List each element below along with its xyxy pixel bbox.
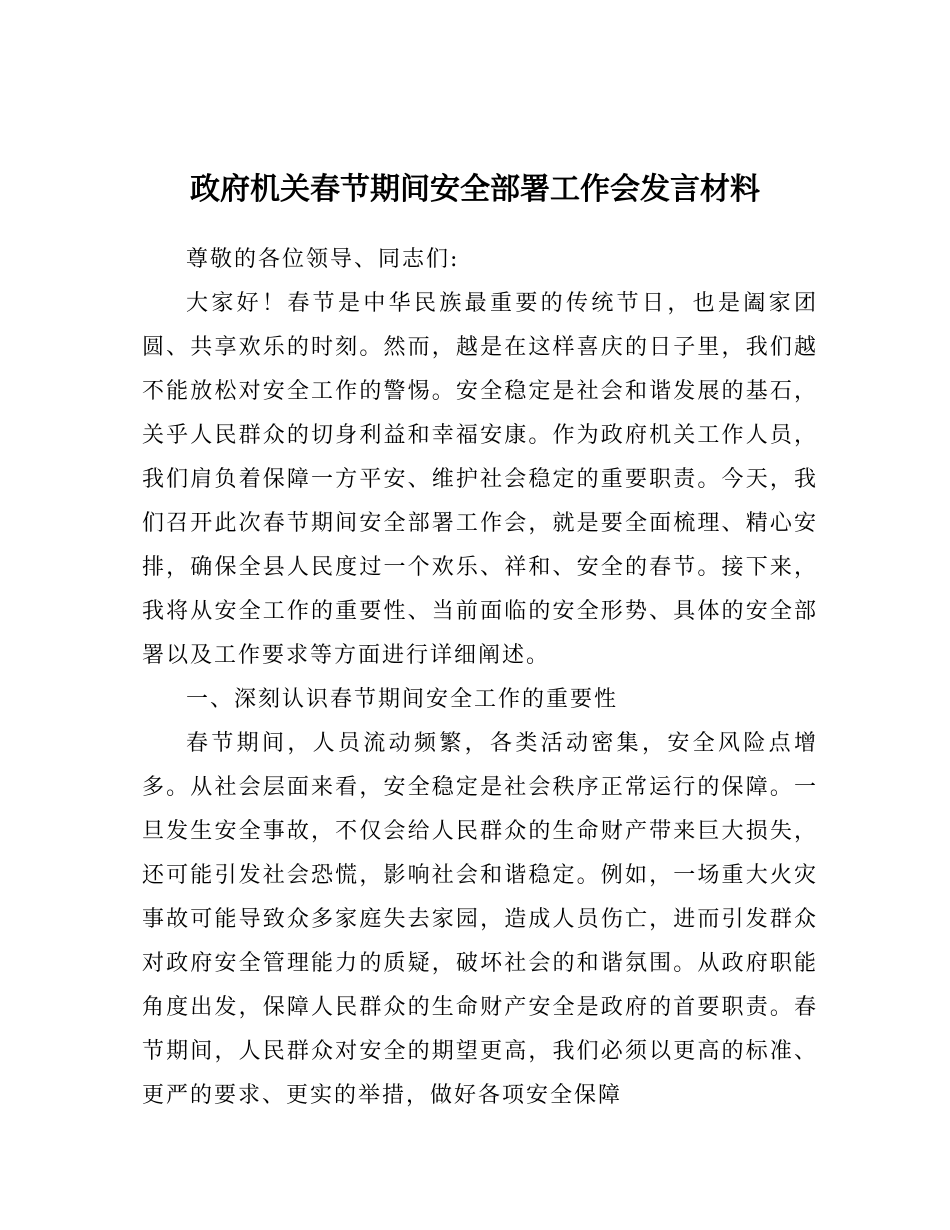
section-1-heading: 一、深刻认识春节期间安全工作的重要性 xyxy=(186,687,619,712)
document-title: 政府机关春节期间安全部署工作会发言材料 xyxy=(190,172,760,207)
section-1-paragraph: 春节期间，人员流动频繁，各类活动密集，安全风险点增多。从社会层面来看，安全稳定是社会秩序正常运行的保障。一旦发生安全事故，不仅会给人民群众的生命财产带来巨大损失，还可能引发社会恐慌，影响社会和谐稳定。例如，一场重大火灾事故可能导致众多家庭失去家园，造成人员伤亡，进而引发群众对政府安全管理能力的质疑，破坏社会的和谐氛围。从政府职能角度出发，保障人民群众的生命财产安全是政府的首要职责。春节期间，人民群众对安全的期望更高，我们必须以更高的标准、更严的要求、更实的举措，做好各项安全保障 xyxy=(142,731,818,1108)
document-body xyxy=(142,238,818,1118)
salutation: 尊敬的各位领导、同志们: xyxy=(186,247,460,272)
intro-paragraph: 大家好！春节是中华民族最重要的传统节日，也是阖家团圆、共享欢乐的时刻。然而，越是在这样喜庆的日子里，我们越不能放松对安全工作的警惕。安全稳定是社会和谐发展的基石，关乎人民群众的切身利益和幸福安康。作为政府机关工作人员，我们肩负着保障一方平安、维护社会稳定的重要职责。今天，我们召开此次春节期间安全部署工作会，就是要全面梳理、精心安排，确保全县人民度过一个欢乐、祥和、安全的春节。接下来，我将从安全工作的重要性、当前面临的安全形势、具体的安全部署以及工作要求等方面进行详细阐述。 xyxy=(142,291,818,668)
